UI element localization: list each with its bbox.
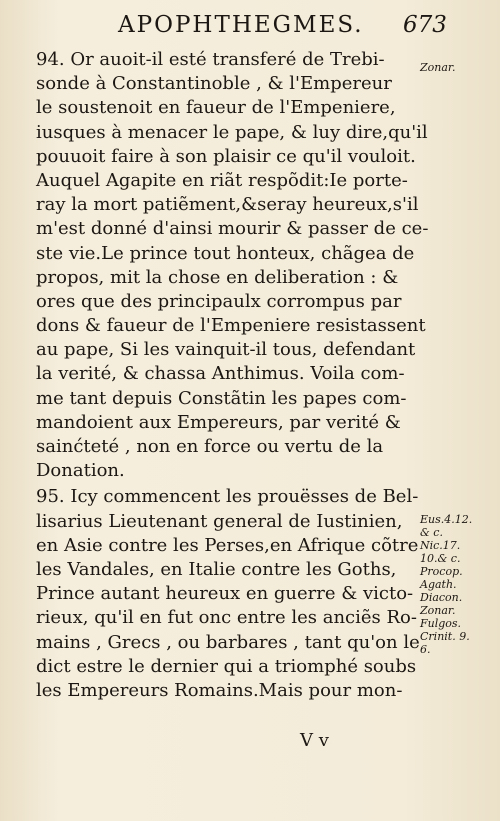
text-line: me tant depuis Constãtin les papes com-: [36, 387, 407, 409]
margin-note-line: Procop.: [420, 565, 463, 578]
margin-note-line: Zonar.: [420, 61, 456, 74]
margin-note-2: [420, 513, 498, 656]
margin-note-line: Eus.4.12.: [420, 513, 473, 526]
text-line: ray la mort patiẽment,&seray heureux,s'il: [36, 194, 419, 216]
margin-note-line: & c.: [420, 526, 443, 539]
text-line: pouuoit faire à son plaisir ce qu'il vouloit.: [36, 145, 416, 167]
text-line: la verité, & chassa Anthimus. Voila com-: [36, 363, 405, 385]
text-line: Auquel Agapite en riãt respõdit:Ie porte-: [36, 169, 408, 191]
text-line: sonde à Constantinoble , & l'Empereur: [36, 73, 392, 95]
text-line: lisarius Lieutenant general de Iustinien,: [36, 510, 403, 532]
text-line: Donation.: [36, 460, 125, 482]
text-line: 94. Or auoit-il esté transferé de Trebi-: [36, 49, 385, 70]
text-line: les Empereurs Romains.Mais pour mon-: [36, 679, 403, 701]
text-line: ores que des principaulx corrompus par: [36, 290, 402, 312]
text-line: propos, mit la chose en deliberation : &: [36, 266, 399, 288]
text-line: dict estre le dernier qui a triomphé soubs: [36, 655, 417, 677]
text-line: au pape, Si les vainquit-il tous, defendant: [36, 339, 416, 361]
text-line: rieux, qu'il en fut onc entre les anciẽs Ro-: [36, 607, 417, 629]
page-number: 673: [403, 12, 447, 38]
margin-note-line: Fulgos.: [420, 617, 462, 630]
margin-note-line: Crinit. 9.: [420, 630, 470, 643]
text-line: en Asie contre les Perses,en Afrique cõtre: [36, 534, 419, 556]
margin-note-line: Zonar.: [420, 604, 456, 617]
margin-note-line: Agath.: [420, 578, 457, 591]
running-head: APOPHTHEGMES.: [118, 12, 364, 38]
text-line: dons & faueur de l'Empeniere resistassent: [36, 315, 426, 337]
text-line: ste vie.Le prince tout honteux, chãgea de: [36, 242, 415, 264]
text-line: mandoient aux Empereurs, par verité &: [36, 411, 401, 433]
margin-note-1: [420, 61, 498, 74]
text-line: 95. Icy commencent les prouësses de Bel-: [36, 486, 419, 508]
text-line: sainćteté , non en force ou vertu de la: [36, 436, 384, 457]
margin-note-line: 10.& c.: [420, 552, 461, 565]
text-line: m'est donné d'ainsi mourir & passer de ce-: [36, 218, 429, 240]
text-line: Prince autant heureux en guerre & victo-: [36, 583, 414, 605]
main-text: [36, 48, 429, 703]
margin-note-line: 6.: [420, 643, 431, 656]
margin-note-line: Nic.17.: [420, 539, 461, 552]
text-line: mains , Grecs , ou barbares , tant qu'on le: [36, 631, 420, 653]
text-line: le soustenoit en faueur de l'Empeniere,: [36, 97, 396, 119]
text-line: iusques à menacer le pape, & luy dire,qu'il: [36, 121, 428, 143]
page-header: [0, 8, 500, 48]
catchword: V v: [300, 730, 329, 751]
margin-note-line: Diacon.: [420, 591, 463, 604]
text-line: les Vandales, en Italie contre les Goths,: [36, 558, 397, 580]
